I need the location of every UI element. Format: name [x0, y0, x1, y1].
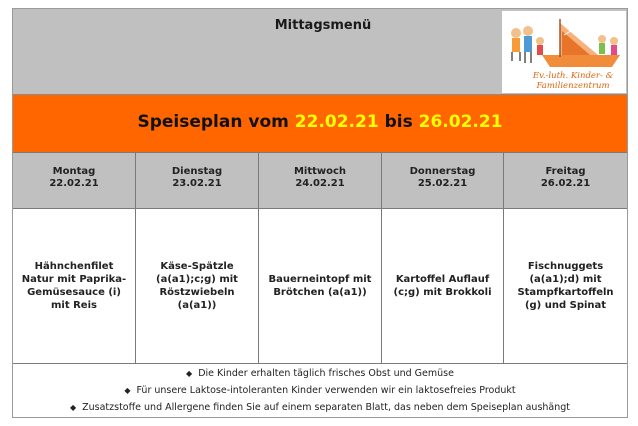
notes-list — [13, 365, 627, 416]
diamond-bullet-icon: ◆ — [69, 403, 77, 412]
note-item — [13, 382, 627, 399]
note-item — [13, 399, 627, 416]
day-name: Freitag — [545, 166, 586, 177]
title-band — [13, 95, 627, 153]
diamond-bullet-icon: ◆ — [186, 369, 193, 378]
family-center-logo — [502, 11, 626, 93]
day-name: Montag — [52, 166, 96, 177]
day-date: 23.02.21 — [172, 178, 222, 189]
day-name: Mittwoch — [293, 166, 347, 177]
header — [13, 9, 627, 95]
diamond-bullet-icon: ◆ — [124, 386, 131, 395]
day-date: 26.02.21 — [540, 178, 591, 189]
meal-wednesday: Bauerneintopf mit Brötchen (a(a1)) — [259, 209, 382, 363]
date-to: 26.02.21 — [418, 112, 503, 132]
note-text: Die Kinder erhalten täglich frisches Obst und Gemüse — [198, 368, 454, 379]
meal-thursday: Kartoffel Auflauf (c;g) mit Brokkoli — [382, 209, 504, 363]
logo-text — [522, 71, 624, 91]
day-date: 22.02.21 — [49, 178, 99, 189]
meals-row — [13, 209, 627, 364]
menu-sheet — [12, 8, 628, 418]
date-from: 22.02.21 — [294, 112, 379, 132]
day-header-thursday — [382, 153, 504, 208]
note-text: Zusatzstoffe und Allergene finden Sie auf einem separaten Blatt, das neben dem Speiseplan aushängt — [82, 402, 571, 413]
day-header-friday — [504, 153, 627, 208]
page-title: Mittagsmenü — [274, 18, 372, 33]
day-header-monday — [13, 153, 136, 208]
day-name: Dienstag — [171, 166, 223, 177]
day-header-tuesday — [136, 153, 259, 208]
note-item — [13, 365, 627, 382]
logo-line-1: Ev.-luth. Kinder- & — [532, 71, 614, 81]
plan-title — [13, 112, 627, 132]
meal-friday: Fischnuggets (a(a1);d) mit Stampfkartoffeln (g) und Spinat — [517, 261, 614, 311]
day-date: 25.02.21 — [417, 178, 468, 189]
plan-title-prefix: Speiseplan vom — [137, 112, 289, 132]
weekday-header-row — [13, 153, 627, 209]
plan-title-middle: bis — [384, 112, 413, 132]
meal-tuesday: Käse-Spätzle (a(a1);c;g) mit Röstzwiebeln (a(a1)) — [136, 209, 259, 363]
day-date: 24.02.21 — [295, 178, 345, 189]
day-name: Donnerstag — [409, 166, 476, 177]
day-header-wednesday — [259, 153, 382, 208]
meal-monday: Hähnchenfilet Natur mit Paprika-Gemüsesauce (i) mit Reis — [13, 209, 136, 363]
logo-line-2: Familienzentrum — [536, 81, 610, 91]
note-text: Für unsere Laktose-intoleranten Kinder verwenden wir ein laktosefreies Produkt — [136, 385, 516, 396]
